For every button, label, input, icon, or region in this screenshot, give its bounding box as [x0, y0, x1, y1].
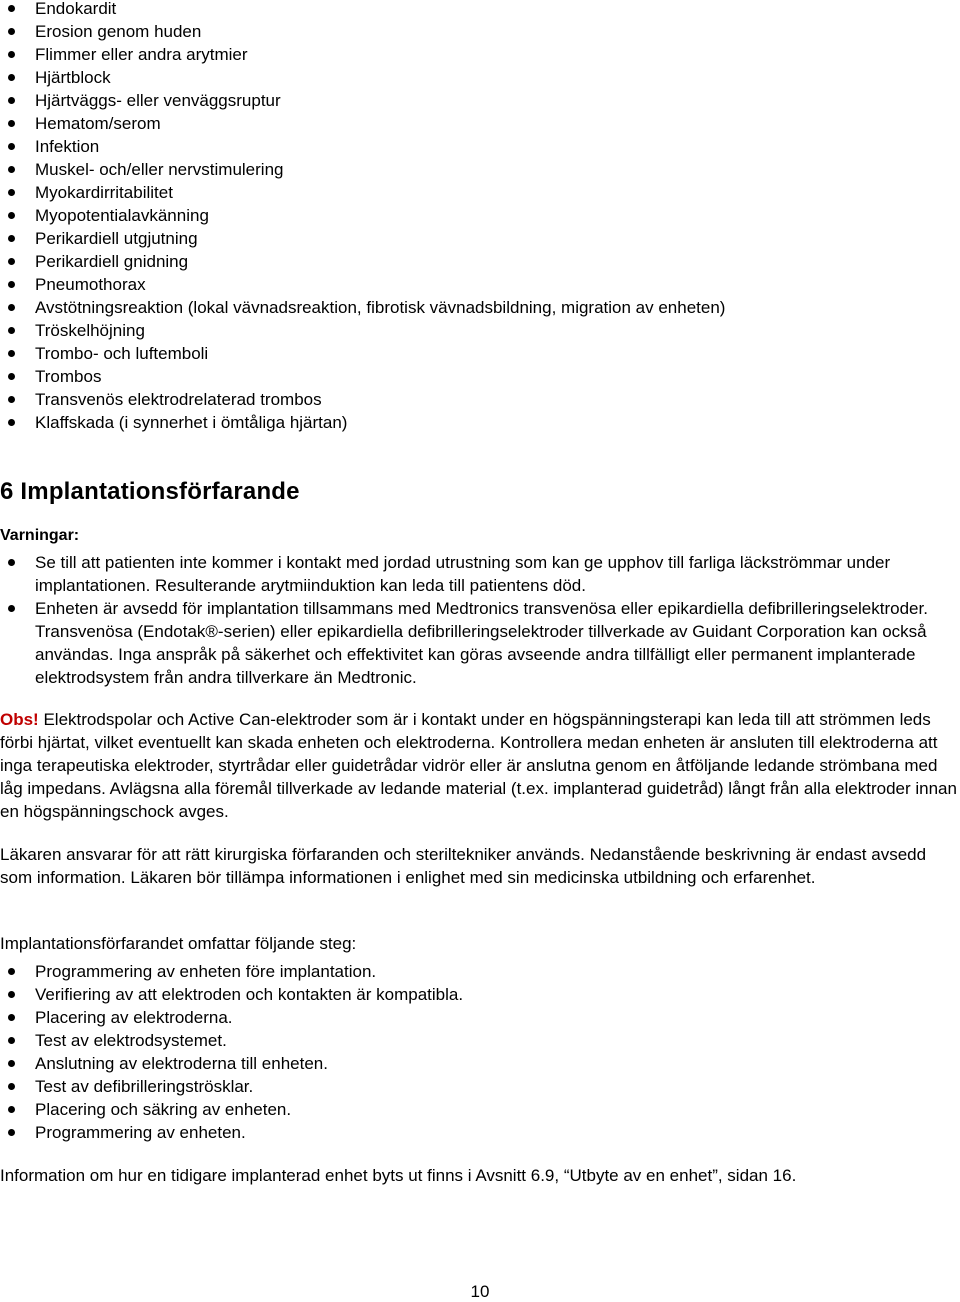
- list-item: Se till att patienten inte kommer i kontakt med jordad utrustning som kan ge upphov till farliga läckströmmar under implantationen. Resulterande arytmiinduktion kan leda till patientens död.: [0, 551, 960, 597]
- bullet-icon: [8, 559, 15, 566]
- obs-paragraph: [0, 708, 960, 823]
- list-item: Erosion genom huden: [0, 20, 960, 43]
- list-item: Infektion: [0, 135, 960, 158]
- list-item: Myokardirritabilitet: [0, 181, 960, 204]
- list-item: Klaffskada (i synnerhet i ömtåliga hjärtan): [0, 411, 960, 434]
- list-item: Trombo- och luftemboli: [0, 342, 960, 365]
- list-item: Enheten är avsedd för implantation tillsammans med Medtronics transvenösa eller epikardiella defibrilleringselektroder. Transvenösa (Endotak®-serien) eller epikardiella defibrilleringselektroder tillverkade av Guidant Corporation kan också användas. Inga anspråk på säkerhet och effektivitet kan göras avseende andra tillfälligt eller permanent implanterade elektrodsystem från andra tillverkare än Medtronic.: [0, 597, 960, 689]
- list-item: Perikardiell gnidning: [0, 250, 960, 273]
- list-item: Avstötningsreaktion (lokal vävnadsreaktion, fibrotisk vävnadsbildning, migration av enheten): [0, 296, 960, 319]
- bullet-icon: [8, 143, 15, 150]
- list-item: Transvenös elektrodrelaterad trombos: [0, 388, 960, 411]
- list-item: Pneumothorax: [0, 273, 960, 296]
- obs-text: Elektrodspolar och Active Can-elektroder som är i kontakt under en högspänningsterapi kan leda till att strömmen leds förbi hjärtat, vilket eventuellt kan skada enheten och elektroderna. Kontrollera medan enheten är ansluten till elektroderna att inga terapeutiska elektroder, styrtrådar eller guidetrådar vidrör eller är anslutna genom en åtföljande ledande strömbana med låg impedans. Avlägsna alla föremål tillverkade av ledande material (t.ex. implanterad guidetråd) långt från alla elektroder innan en högspänningschock avges.: [0, 710, 957, 821]
- obs-label: Obs!: [0, 710, 39, 729]
- replacement-info: Information om hur en tidigare implanterad enhet byts ut finns i Avsnitt 6.9, “Utbyte av en enhet”, sidan 16.: [0, 1166, 797, 1185]
- bullet-icon: [8, 120, 15, 127]
- bullet-icon: [8, 419, 15, 426]
- bullet-icon: [8, 1129, 15, 1136]
- list-item: Placering av elektroderna.: [0, 1006, 960, 1029]
- bullet-icon: [8, 991, 15, 998]
- list-item: Anslutning av elektroderna till enheten.: [0, 1052, 960, 1075]
- list-item: Placering och säkring av enheten.: [0, 1098, 960, 1121]
- bullet-icon: [8, 189, 15, 196]
- bullet-icon: [8, 1083, 15, 1090]
- bullet-icon: [8, 212, 15, 219]
- list-item: Flimmer eller andra arytmier: [0, 43, 960, 66]
- bullet-icon: [8, 97, 15, 104]
- list-item: Test av elektrodsystemet.: [0, 1029, 960, 1052]
- page-number: 10: [470, 1282, 490, 1301]
- bullet-icon: [8, 258, 15, 265]
- warnings-list: [0, 551, 960, 689]
- list-item: Verifiering av att elektroden och kontakten är kompatibla.: [0, 983, 960, 1006]
- bullet-icon: [8, 1037, 15, 1044]
- bullet-icon: [8, 304, 15, 311]
- list-item: Programmering av enheten.: [0, 1121, 960, 1144]
- list-item: Hematom/serom: [0, 112, 960, 135]
- bullet-icon: [8, 166, 15, 173]
- bullet-icon: [8, 605, 15, 612]
- steps-intro: Implantationsförfarandet omfattar följande steg:: [0, 934, 357, 953]
- bullet-icon: [8, 5, 15, 12]
- bullet-icon: [8, 1106, 15, 1113]
- bullet-icon: [8, 350, 15, 357]
- list-item: Programmering av enheten före implantation.: [0, 960, 960, 983]
- list-item: Tröskelhöjning: [0, 319, 960, 342]
- bullet-icon: [8, 1014, 15, 1021]
- bullet-icon: [8, 1060, 15, 1067]
- bullet-icon: [8, 74, 15, 81]
- bullet-icon: [8, 373, 15, 380]
- bullet-icon: [8, 28, 15, 35]
- physician-paragraph: Läkaren ansvarar för att rätt kirurgiska förfaranden och steriltekniker används. Nedanstående beskrivning är endast avsedd som information. Läkaren bör tillämpa informationen i enlighet med sin medicinska utbildning och erfarenhet.: [0, 845, 927, 887]
- bullet-icon: [8, 327, 15, 334]
- bullet-icon: [8, 968, 15, 975]
- list-item: Test av defibrilleringströsklar.: [0, 1075, 960, 1098]
- bullet-icon: [8, 281, 15, 288]
- section-heading: 6 Implantationsförfarande: [0, 478, 300, 505]
- list-item: Muskel- och/eller nervstimulering: [0, 158, 960, 181]
- list-item: Hjärtväggs- eller venväggsruptur: [0, 89, 960, 112]
- list-item: Endokardit: [0, 0, 960, 20]
- complications-list: [0, 0, 960, 434]
- warnings-label: Varningar:: [0, 527, 80, 544]
- list-item: Trombos: [0, 365, 960, 388]
- bullet-icon: [8, 51, 15, 58]
- bullet-icon: [8, 235, 15, 242]
- bullet-icon: [8, 396, 15, 403]
- list-item: Hjärtblock: [0, 66, 960, 89]
- list-item: Myopotentialavkänning: [0, 204, 960, 227]
- list-item: Perikardiell utgjutning: [0, 227, 960, 250]
- steps-list: [0, 960, 960, 1144]
